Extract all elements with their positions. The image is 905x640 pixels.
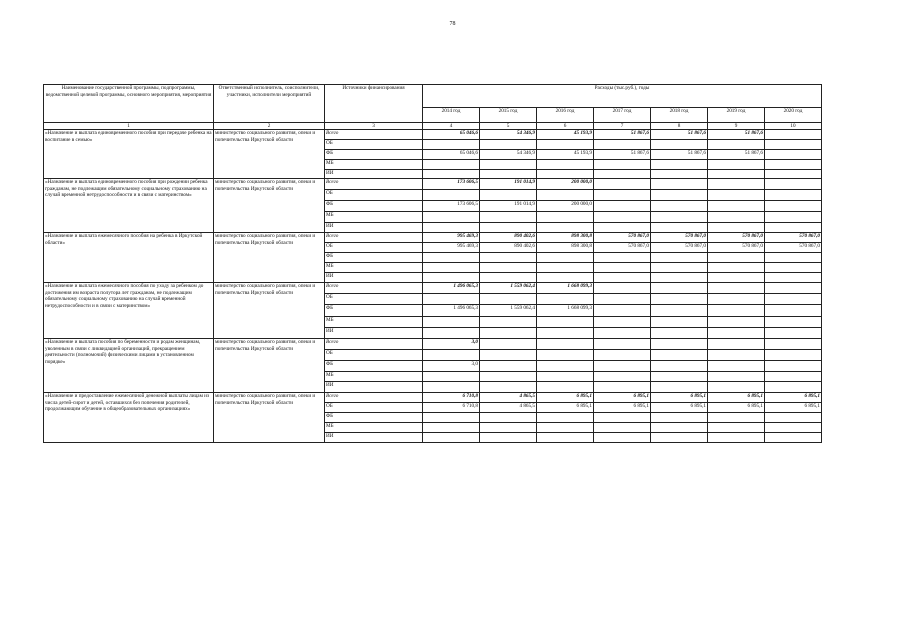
expense-value: 570 867,0 (651, 243, 708, 253)
funding-source: ФБ (325, 253, 423, 263)
expense-value (651, 350, 708, 361)
expense-value (708, 190, 765, 201)
table-row (44, 233, 822, 243)
expense-value (594, 339, 651, 350)
column-number: 10 (765, 123, 822, 130)
expense-value: 6 895,1 (765, 393, 822, 403)
column-number: 6 (537, 123, 594, 130)
funding-source: Всего (325, 130, 423, 140)
expense-value (423, 170, 480, 179)
expense-value (480, 263, 537, 273)
expense-value (594, 305, 651, 317)
funding-source: ФБ (325, 150, 423, 160)
expense-value: 51 867,6 (594, 150, 651, 160)
funding-source: МБ (325, 160, 423, 170)
expense-value (651, 201, 708, 212)
funding-source: Всего (325, 179, 423, 190)
budget-table (43, 84, 822, 443)
expense-value (594, 212, 651, 223)
expense-value (765, 317, 822, 328)
expense-value (537, 263, 594, 273)
expense-value (594, 140, 651, 150)
header-source: Источники финансирования (325, 85, 423, 123)
expense-value: 890 402,6 (480, 233, 537, 243)
expense-value: 570 867,0 (765, 243, 822, 253)
column-number: 9 (708, 123, 765, 130)
expense-value (594, 317, 651, 328)
expense-value: 191 014,9 (480, 179, 537, 190)
expense-value (651, 223, 708, 233)
expense-value (765, 160, 822, 170)
expense-value (594, 273, 651, 283)
expense-value (765, 150, 822, 160)
page-number: 78 (449, 21, 456, 27)
expense-value (594, 433, 651, 443)
table-row (44, 393, 822, 403)
expense-value (765, 190, 822, 201)
expense-value: 570 867,0 (594, 233, 651, 243)
column-number: 3 (325, 123, 423, 130)
funding-source: ИИ (325, 223, 423, 233)
expense-value (480, 170, 537, 179)
expense-value: 898 300,8 (537, 243, 594, 253)
expense-value: 45 193,9 (537, 130, 594, 140)
funding-source: МБ (325, 372, 423, 382)
expense-value (594, 179, 651, 190)
expense-value: 6 895,1 (651, 393, 708, 403)
expense-value (537, 223, 594, 233)
expense-value (651, 190, 708, 201)
expense-value (708, 283, 765, 294)
expense-value (537, 140, 594, 150)
expense-value (708, 413, 765, 423)
expense-value (765, 283, 822, 294)
expense-value (651, 423, 708, 433)
funding-source: Всего (325, 283, 423, 294)
expense-value (765, 179, 822, 190)
expense-value (708, 253, 765, 263)
expense-value (480, 361, 537, 372)
expense-value: 995 469,3 (423, 233, 480, 243)
measure-responsible: министерство социального развития, опеки и попечительства Иркутской области (214, 339, 325, 393)
expense-value (651, 433, 708, 443)
expense-value (423, 433, 480, 443)
expense-value: 995 469,3 (423, 243, 480, 253)
header-year: 2017 год (594, 108, 651, 123)
expense-value (537, 253, 594, 263)
expense-value: 200 000,0 (537, 201, 594, 212)
expense-value (594, 160, 651, 170)
expense-value (537, 339, 594, 350)
expense-value: 1 668 099,3 (537, 305, 594, 317)
expense-value: 570 867,0 (765, 233, 822, 243)
expense-value (708, 294, 765, 305)
expense-value (423, 212, 480, 223)
expense-value: 54 346,9 (480, 130, 537, 140)
column-number: 8 (651, 123, 708, 130)
expense-value: 570 867,0 (594, 243, 651, 253)
expense-value (423, 317, 480, 328)
expense-value (651, 263, 708, 273)
expense-value (537, 190, 594, 201)
funding-source: ИИ (325, 382, 423, 393)
expense-value: 890 402,6 (480, 243, 537, 253)
expense-value (594, 201, 651, 212)
expense-value (594, 263, 651, 273)
funding-source: Всего (325, 339, 423, 350)
expense-value (594, 328, 651, 339)
expense-value (765, 350, 822, 361)
measure-responsible: министерство социального развития, опеки и попечительства Иркутской области (214, 179, 325, 233)
expense-value: 1 668 099,3 (537, 283, 594, 294)
expense-value: 51 867,6 (708, 130, 765, 140)
expense-value (423, 328, 480, 339)
measure-name: «Назначение и выплата ежемесячного пособия по уходу за ребенком до достижения им возраста полутора лет гражданам, не подлежащим обязательному социальному страхованию на случай временной нетрудоспособности и в связи с материнством» (44, 283, 214, 339)
expense-value: 173 606,5 (423, 201, 480, 212)
expense-value: 4 865,5 (480, 393, 537, 403)
expense-value: 51 867,6 (651, 150, 708, 160)
expense-value (765, 294, 822, 305)
expense-value (480, 382, 537, 393)
expense-value (765, 305, 822, 317)
table-row (44, 283, 822, 294)
expense-value (765, 372, 822, 382)
expense-value (651, 317, 708, 328)
funding-source: ИИ (325, 328, 423, 339)
funding-source: ИИ (325, 433, 423, 443)
expense-value (537, 372, 594, 382)
expense-value: 898 300,8 (537, 233, 594, 243)
expense-value (423, 413, 480, 423)
expense-value (708, 382, 765, 393)
expense-value (537, 317, 594, 328)
funding-source: МБ (325, 317, 423, 328)
expense-value (708, 328, 765, 339)
expense-value (765, 273, 822, 283)
expense-value: 570 867,0 (708, 243, 765, 253)
expense-value: 6 895,1 (765, 403, 822, 413)
expense-value (480, 273, 537, 283)
column-number: 5 (480, 123, 537, 130)
header-program: Наименование государственной программы, подпрограммы, ведомственной целевой программы, основного мероприятия, мероприятия (44, 85, 214, 123)
header-year: 2019 год (708, 108, 765, 123)
funding-source: Всего (325, 233, 423, 243)
expense-value (708, 361, 765, 372)
expense-value: 51 867,6 (651, 130, 708, 140)
expense-value (537, 160, 594, 170)
expense-value (423, 190, 480, 201)
funding-source: ОБ (325, 243, 423, 253)
expense-value: 51 867,6 (594, 130, 651, 140)
expense-value (423, 350, 480, 361)
expense-value (708, 372, 765, 382)
expense-value: 51 867,6 (708, 150, 765, 160)
funding-source: ОБ (325, 140, 423, 150)
expense-value (651, 328, 708, 339)
expense-value (765, 423, 822, 433)
expense-value: 570 867,0 (651, 233, 708, 243)
header-year: 2015 год (480, 108, 537, 123)
expense-value (765, 382, 822, 393)
expense-value: 6 895,1 (594, 393, 651, 403)
expense-value (480, 433, 537, 443)
expense-value (423, 263, 480, 273)
expense-value (708, 273, 765, 283)
expense-value (480, 413, 537, 423)
expense-value (651, 372, 708, 382)
expense-value (708, 170, 765, 179)
expense-value (651, 160, 708, 170)
header-year: 2016 год (537, 108, 594, 123)
expense-value: 6 710,8 (423, 403, 480, 413)
expense-value: 6 895,1 (708, 403, 765, 413)
expense-value (480, 294, 537, 305)
header-year: 2014 год (423, 108, 480, 123)
expense-value (594, 253, 651, 263)
expense-value (708, 212, 765, 223)
expense-value: 6 895,1 (537, 403, 594, 413)
expense-value (708, 305, 765, 317)
expense-value (708, 433, 765, 443)
expense-value (594, 361, 651, 372)
expense-value (708, 201, 765, 212)
funding-source: МБ (325, 263, 423, 273)
expense-value (651, 413, 708, 423)
header-expenses: Расходы (тыс.руб.), годы (423, 85, 822, 108)
expense-value (537, 170, 594, 179)
expense-value: 65 046,6 (423, 150, 480, 160)
expense-value (765, 212, 822, 223)
expense-value (480, 160, 537, 170)
expense-value: 6 895,1 (651, 403, 708, 413)
expense-value (480, 350, 537, 361)
expense-value (423, 253, 480, 263)
funding-source: ФБ (325, 305, 423, 317)
expense-value (537, 382, 594, 393)
expense-value: 1 559 062,4 (480, 283, 537, 294)
funding-source: ФБ (325, 201, 423, 212)
expense-value (651, 273, 708, 283)
table-row (44, 130, 822, 140)
expense-value: 200 000,0 (537, 179, 594, 190)
funding-source: Всего (325, 393, 423, 403)
measure-name: «Назначение и выплата единовременного пособия при передаче ребенка на воспитание в семью» (44, 130, 214, 179)
expense-value (765, 413, 822, 423)
expense-value (765, 263, 822, 273)
expense-value: 45 193,9 (537, 150, 594, 160)
expense-value (594, 423, 651, 433)
expense-value (480, 212, 537, 223)
expense-value (594, 350, 651, 361)
measure-name: «Назначение и выплата пособия по беременности и родам женщинам, уволенным в связи с ликвидацией организаций, прекращением деятельности (полномочий) физическими лицами в установленном порядке» (44, 339, 214, 393)
expense-value (651, 283, 708, 294)
expense-value (708, 339, 765, 350)
expense-value (765, 201, 822, 212)
expense-value (765, 223, 822, 233)
expense-value (480, 253, 537, 263)
measure-responsible: министерство социального развития, опеки и попечительства Иркутской области (214, 233, 325, 283)
header-year: 2018 год (651, 108, 708, 123)
expense-value (480, 223, 537, 233)
expense-value (594, 190, 651, 201)
table-row (44, 339, 822, 350)
expense-value (708, 263, 765, 273)
expense-value (537, 212, 594, 223)
measure-name: «Назначение и выплата ежемесячного пособия на ребенка в Иркутской области» (44, 233, 214, 283)
expense-value (708, 179, 765, 190)
expense-value: 191 014,9 (480, 201, 537, 212)
funding-source: ФБ (325, 361, 423, 372)
expense-value (765, 253, 822, 263)
expense-value (765, 339, 822, 350)
expense-value (594, 382, 651, 393)
measure-responsible: министерство социального развития, опеки и попечительства Иркутской области (214, 130, 325, 179)
expense-value (651, 382, 708, 393)
expense-value (594, 294, 651, 305)
expense-value (594, 372, 651, 382)
funding-source: ОБ (325, 350, 423, 361)
measure-name: «Назначение и выплата единовременного пособия при рождении ребенка гражданам, не подлежащим обязательному социальному страхованию на случай временной нетрудоспособности и в связи с материнством» (44, 179, 214, 233)
expense-value: 1 496 065,3 (423, 283, 480, 294)
expense-value: 4 865,5 (480, 403, 537, 413)
expense-value (537, 273, 594, 283)
expense-value (651, 212, 708, 223)
expense-value (480, 372, 537, 382)
expense-value (765, 170, 822, 179)
funding-source: ОБ (325, 403, 423, 413)
column-number: 7 (594, 123, 651, 130)
expense-value: 173 606,5 (423, 179, 480, 190)
expense-value (651, 361, 708, 372)
expense-value (651, 339, 708, 350)
expense-value (651, 170, 708, 179)
expense-value (708, 223, 765, 233)
expense-value: 6 895,1 (708, 393, 765, 403)
expense-value (765, 130, 822, 140)
expense-value (480, 190, 537, 201)
measure-responsible: министерство социального развития, опеки и попечительства Иркутской области (214, 393, 325, 443)
expense-value (537, 423, 594, 433)
expense-value (765, 328, 822, 339)
measure-responsible: министерство социального развития, опеки и попечительства Иркутской области (214, 283, 325, 339)
expense-value (537, 350, 594, 361)
expense-value (423, 294, 480, 305)
column-number: 1 (44, 123, 214, 130)
expense-value (480, 317, 537, 328)
expense-value (423, 160, 480, 170)
measure-name: «Назначение и предоставление ежемесячной денежной выплаты лицам из числа детей-сирот и детей, оставшихся без попечения родителей, продолжающим обучение в общеобразовательных организациях» (44, 393, 214, 443)
expense-value (651, 179, 708, 190)
expense-value: 65 046,6 (423, 130, 480, 140)
expense-value (423, 223, 480, 233)
expense-value (708, 317, 765, 328)
expense-value: 6 895,1 (594, 403, 651, 413)
expense-value (480, 328, 537, 339)
expense-value (708, 160, 765, 170)
expense-value (480, 339, 537, 350)
expense-value (423, 273, 480, 283)
expense-value (423, 372, 480, 382)
expense-value: 6 710,8 (423, 393, 480, 403)
expense-value (765, 140, 822, 150)
column-number: 4 (423, 123, 480, 130)
expense-value (765, 361, 822, 372)
funding-source: ОБ (325, 190, 423, 201)
expense-value: 6 895,1 (537, 393, 594, 403)
funding-source: МБ (325, 212, 423, 223)
expense-value (423, 423, 480, 433)
expense-value (651, 305, 708, 317)
expense-value: 3,0 (423, 339, 480, 350)
expense-value (537, 413, 594, 423)
funding-source: ИИ (325, 170, 423, 179)
expense-value (423, 140, 480, 150)
expense-value (708, 350, 765, 361)
expense-value (594, 413, 651, 423)
funding-source: ОБ (325, 294, 423, 305)
header-year: 2020 год (765, 108, 822, 123)
expense-value (594, 223, 651, 233)
expense-value (537, 294, 594, 305)
expense-value (537, 433, 594, 443)
expense-value (594, 170, 651, 179)
expense-value (423, 382, 480, 393)
funding-source: ФБ (325, 413, 423, 423)
expense-value: 1 496 065,3 (423, 305, 480, 317)
expense-value (537, 328, 594, 339)
expense-value (537, 361, 594, 372)
funding-source: МБ (325, 423, 423, 433)
expense-value (651, 294, 708, 305)
expense-value: 570 867,0 (708, 233, 765, 243)
funding-source: ИИ (325, 273, 423, 283)
column-number: 2 (214, 123, 325, 130)
expense-value (708, 140, 765, 150)
expense-value (651, 253, 708, 263)
expense-value: 1 559 062,4 (480, 305, 537, 317)
header-responsible: Ответственный исполнитель, соисполнители, участники, исполнители мероприятий (214, 85, 325, 123)
expense-value (480, 423, 537, 433)
expense-value (594, 283, 651, 294)
expense-value (480, 140, 537, 150)
expense-value (708, 423, 765, 433)
expense-value: 3,0 (423, 361, 480, 372)
expense-value (765, 433, 822, 443)
table-row (44, 179, 822, 190)
expense-value (651, 140, 708, 150)
expense-value: 54 346,9 (480, 150, 537, 160)
